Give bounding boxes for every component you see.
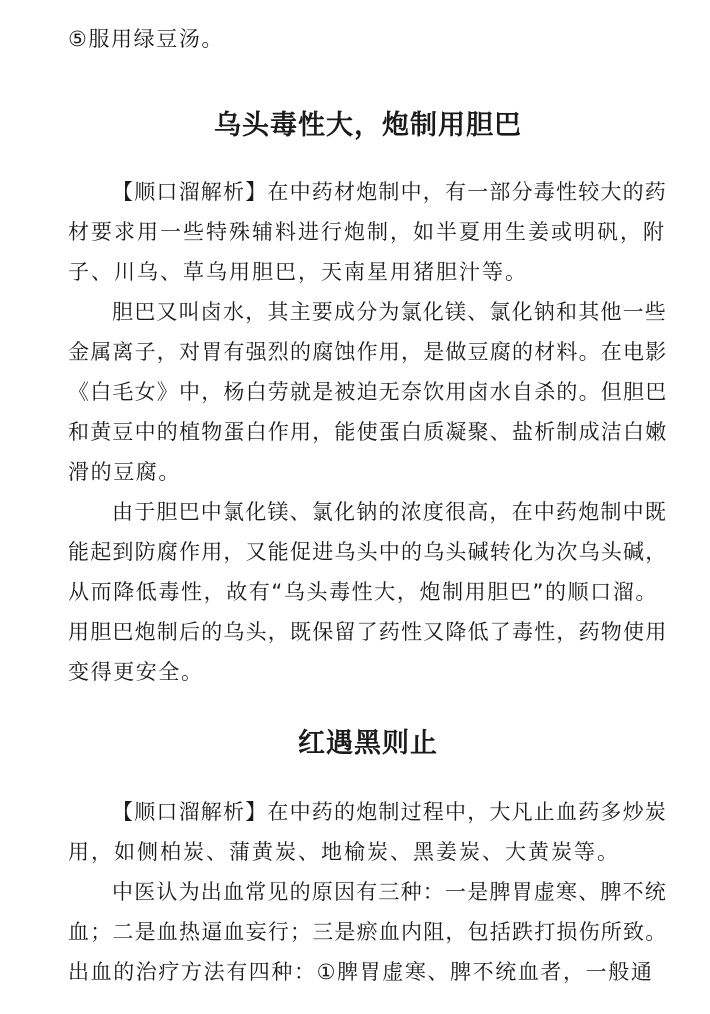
section2-paragraph-2	[68, 872, 668, 992]
paragraph-line: 材要求用一些特殊辅料进行炮制，如半夏用生姜或明矾，附	[68, 220, 666, 244]
paragraph-line: 和黄豆中的植物蛋白作用，能使蛋白质凝聚、盐析制成洁白嫩	[68, 420, 668, 444]
paragraph-line: 用胆巴炮制后的乌头，既保留了药性又降低了毒性，药物使用	[68, 620, 668, 644]
jiexi-tag: 【顺口溜解析】	[112, 800, 268, 824]
paragraph-line: 血；二是血热逼血妄行；三是瘀血内阻，包括跌打损伤所致。	[68, 920, 668, 944]
paragraph-line: 金属离子，对胃有强烈的腐蚀作用，是做豆腐的材料。在电影	[68, 340, 668, 364]
section1-intro-paragraph	[68, 172, 668, 292]
section2-intro-paragraph	[68, 792, 668, 872]
paragraph-line	[68, 172, 668, 212]
line-text: 在中药的炮制过程中，大凡止血药多炒炭	[267, 800, 668, 824]
paragraph-line: 变得更安全。	[68, 660, 204, 684]
section-title-wutou: 乌头毒性大，炮制用胆巴	[214, 110, 522, 141]
section1-paragraph-2	[68, 292, 668, 492]
paragraph-line: 中医认为出血常见的原因有三种：一是脾胃虚寒、脾不统	[112, 880, 667, 904]
paragraph-line: 胆巴又叫卤水，其主要成分为氯化镁、氯化钠和其他一些	[112, 300, 667, 324]
line-text: 在中药材炮制中，有一部分毒性较大的药	[267, 180, 668, 204]
paragraph-line: 子、川乌、草乌用胆巴，天南星用猪胆汁等。	[68, 260, 528, 284]
paragraph-line: 由于胆巴中氯化镁、氯化钠的浓度很高，在中药炮制中既	[112, 500, 667, 524]
continued-list-item: ⑤服用绿豆汤。	[68, 27, 225, 51]
paragraph-line: 出血的治疗方法有四种：①脾胃虚寒、脾不统血者，一般通	[68, 960, 654, 984]
paragraph-line: 《白毛女》中，杨白劳就是被迫无奈饮用卤水自杀的。但胆巴	[68, 380, 668, 404]
section-title-hongyuhei: 红遇黑则止	[298, 728, 438, 759]
paragraph-line: 能起到防腐作用，又能促进乌头中的乌头碱转化为次乌头碱，	[68, 540, 668, 564]
paragraph-line	[68, 792, 668, 832]
paragraph-line: 从而降低毒性，故有“乌头毒性大，炮制用胆巴”的顺口溜。	[68, 580, 658, 604]
jiexi-tag: 【顺口溜解析】	[112, 180, 268, 204]
paragraph-line: 用，如侧柏炭、蒲黄炭、地榆炭、黑姜炭、大黄炭等。	[68, 840, 620, 864]
section1-paragraph-3	[68, 492, 668, 692]
paragraph-line: 滑的豆腐。	[68, 460, 181, 484]
